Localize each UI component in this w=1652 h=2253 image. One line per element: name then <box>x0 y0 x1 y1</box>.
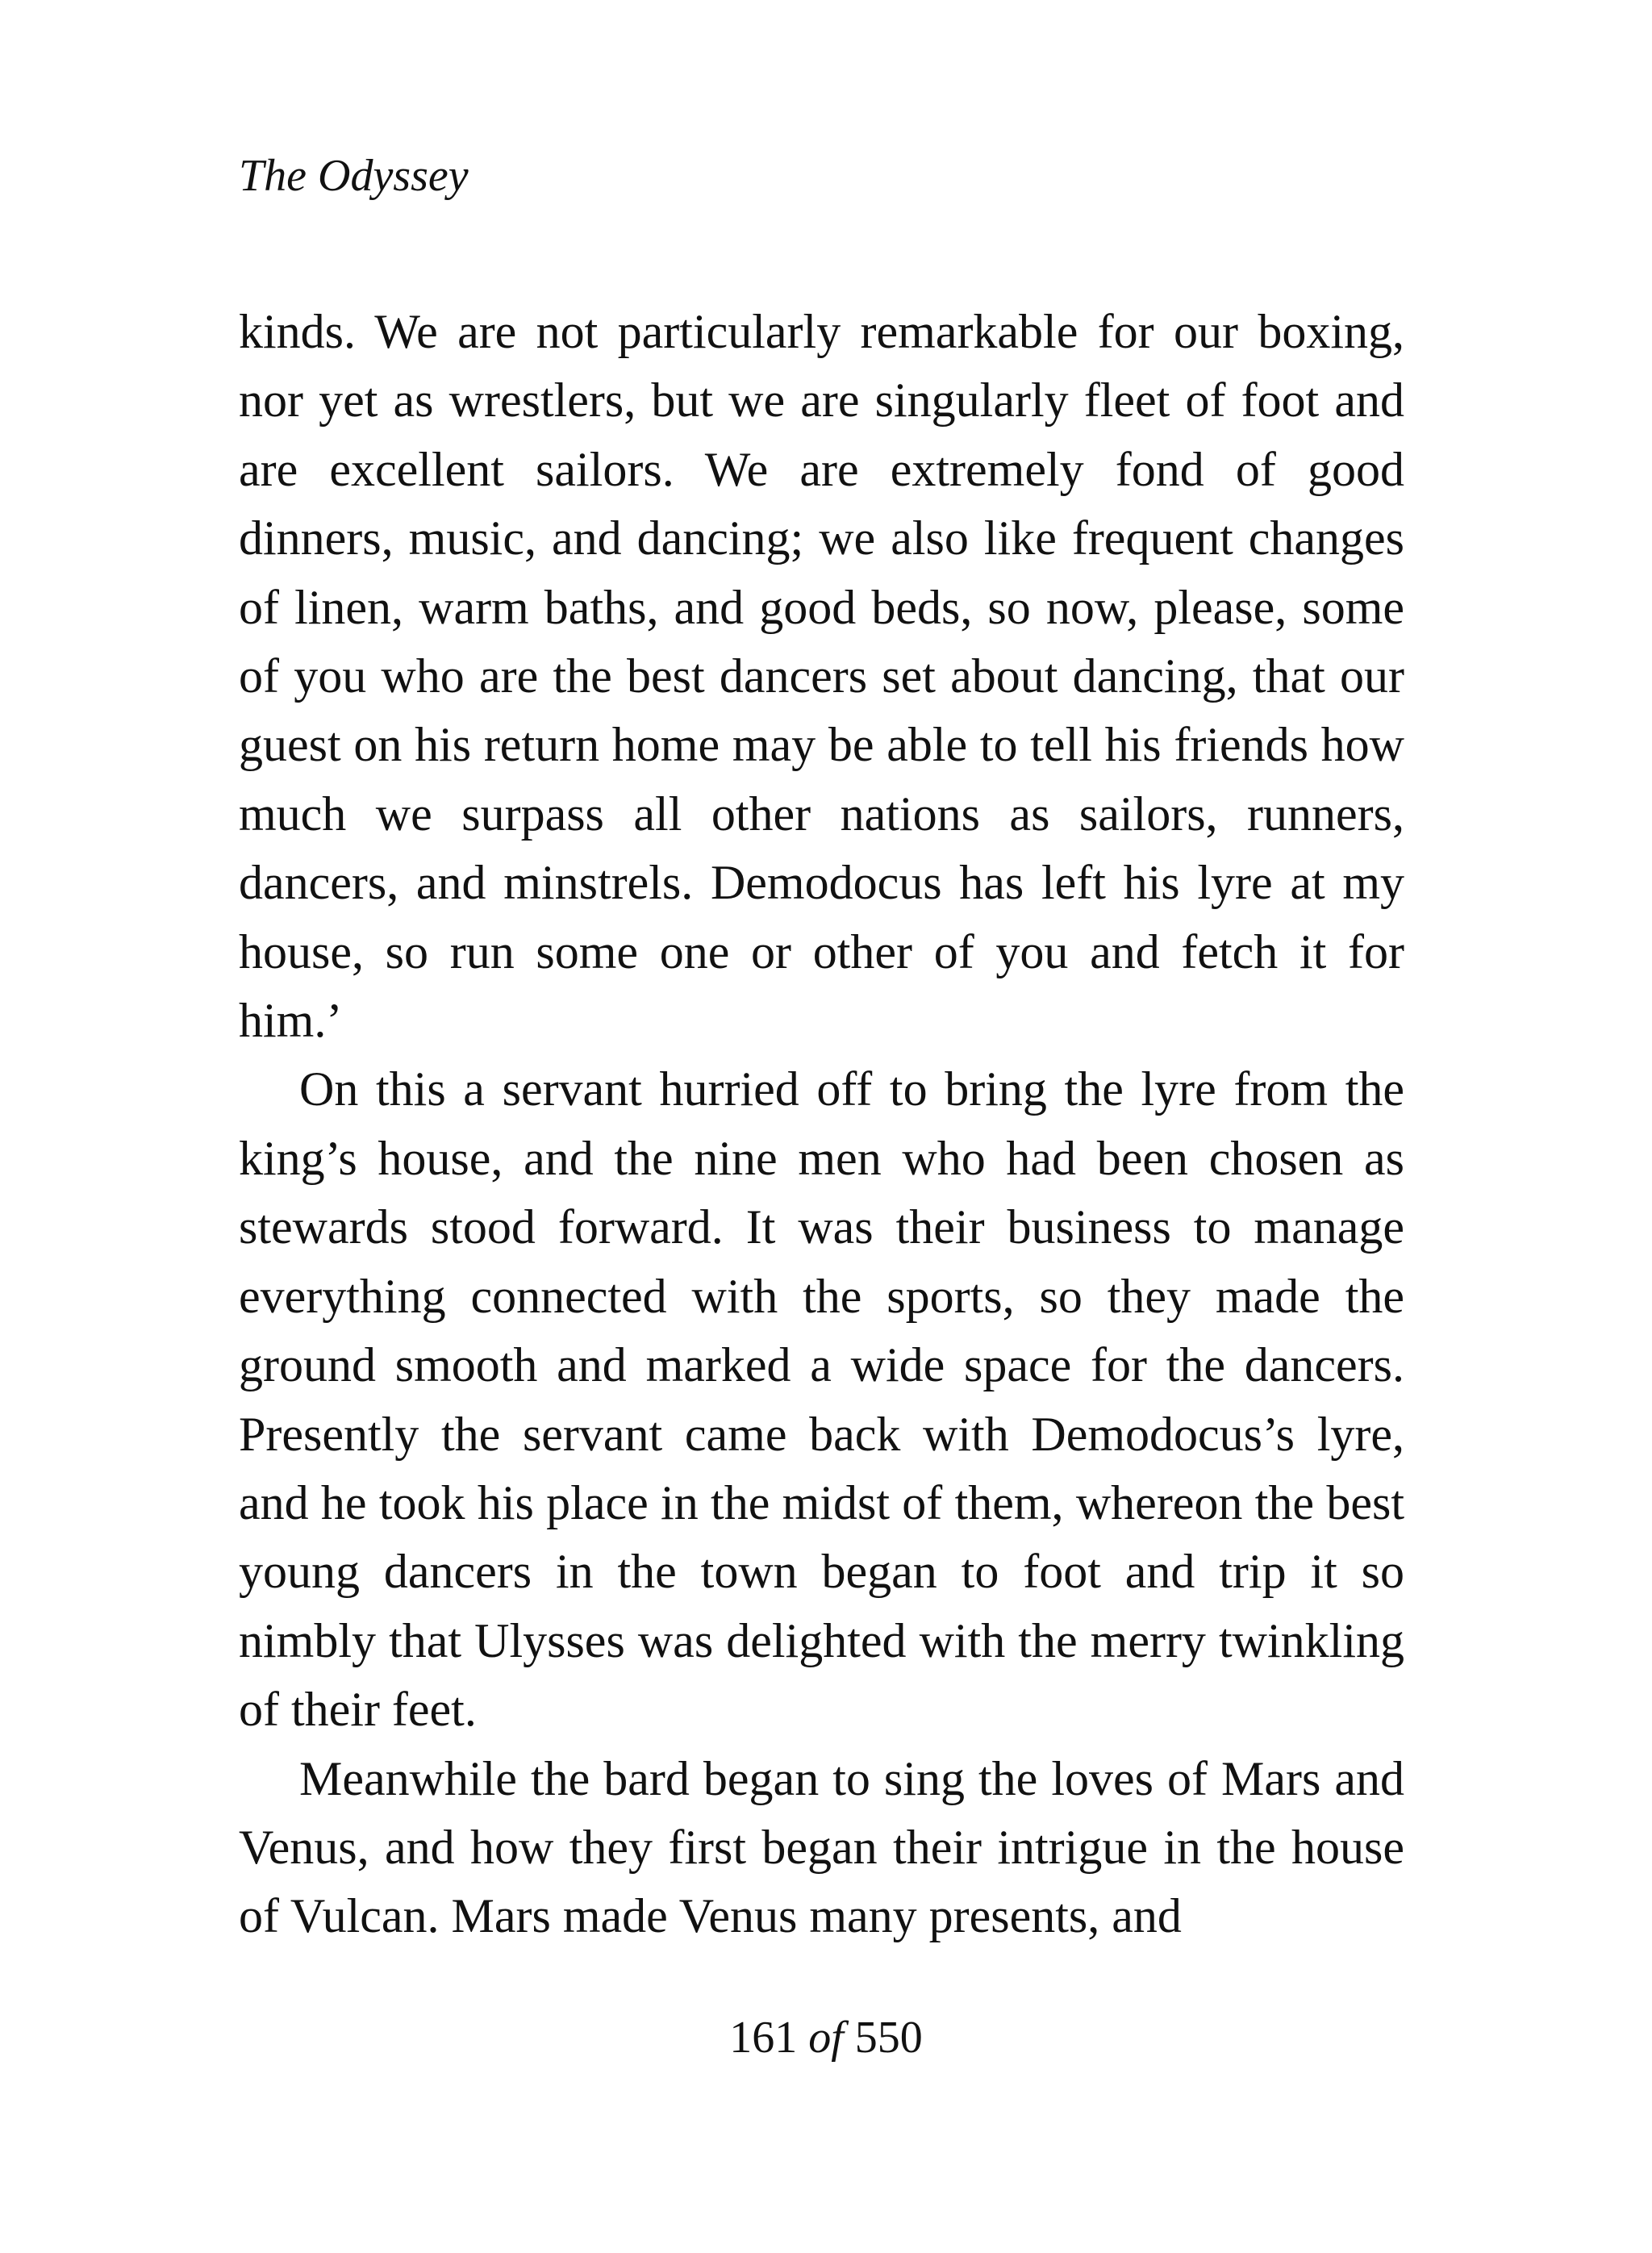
running-head: The Odyssey <box>239 151 469 201</box>
page-number-current: 161 <box>729 2013 798 2063</box>
body-text <box>239 298 1404 1951</box>
paragraph-1: kinds. We are not particularly remarkable for our boxing, nor yet as wrestlers, but we are singularly fleet of foot and are excellent sailors. We are extremely fond of good dinners, music, and dancing; we also like frequent changes of linen, warm baths, and good beds, so now, please, some of you who are the best dancers set about dancing, that our guest on his return home may be able to tell his friends how much we surpass all other nations as sailors, runners, dancers, and minstrels. Demodocus has left his lyre at my house, so run some one or other of you and fetch it for him.’ <box>239 305 1404 1048</box>
page-number-total: 550 <box>854 2013 923 2063</box>
page-number-separator: of <box>808 2013 844 2063</box>
paragraph-2: On this a servant hurried off to bring the lyre from the king’s house, and the nine men who had been chosen as stewards stood forward. It was their business to manage everything connected with the sports, so they made the ground smooth and marked a wide space for the dancers. Presently the servant came back with Demodocus’s lyre, and he took his place in the midst of them, whereon the best young dancers in the town began to foot and trip it so nimbly that Ulysses was delighted with the merry twinkling of their feet. <box>239 1062 1404 1737</box>
page-number <box>0 2009 1652 2066</box>
paragraph-3: Meanwhile the bard began to sing the loves of Mars and Venus, and how they first began their intrigue in the house of Vulcan. Mars made Venus many presents, and <box>239 1751 1404 1943</box>
